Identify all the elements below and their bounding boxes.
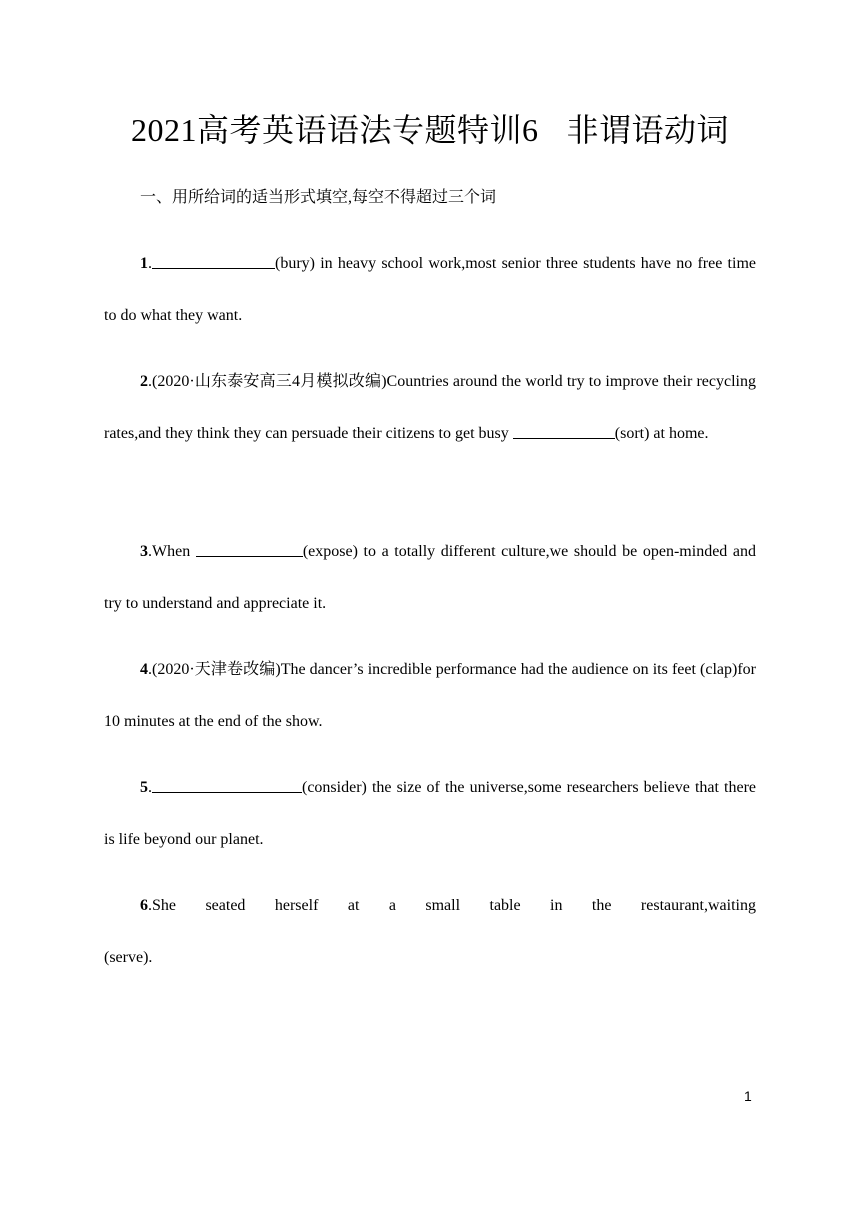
answer-blank[interactable]: [152, 252, 275, 269]
title-main: 2021高考英语语法专题特训6: [130, 112, 539, 148]
section-instruction: 一、用所给词的适当形式填空,每空不得超过三个词: [140, 189, 497, 206]
question-number: 5: [140, 779, 148, 796]
question-2: [104, 356, 756, 460]
question-number: 3: [140, 543, 148, 560]
question-4: [104, 644, 756, 748]
question-number: 6: [140, 897, 148, 914]
question-text: .(2020·天津卷改编)The dancer’s incredible performance had the audience on its feet (clap)for 10 minutes at the end of the show.: [104, 661, 756, 730]
page-number: 1: [744, 1088, 752, 1104]
question-text-before: .: [148, 779, 152, 796]
question-5: [104, 762, 756, 866]
question-text-after: (bury) in heavy school work,most senior three students have no free time to do what they want.: [104, 255, 756, 324]
answer-blank[interactable]: [152, 776, 302, 793]
question-6: [104, 880, 756, 984]
question-text-after: (sort) at home.: [614, 425, 709, 442]
question-number: 2: [140, 373, 148, 390]
title-topic: 非谓语动词: [566, 112, 730, 148]
question-text-before: .(2020·山东泰安高三4月模拟改编)Countries around the world try to improve their recycling rates,and they think they can persuade their citizens to get busy: [104, 373, 756, 442]
question-text-before: .: [148, 255, 152, 272]
page-title: [0, 108, 860, 152]
question-number: 1: [140, 255, 148, 272]
question-number: 4: [140, 661, 148, 678]
question-1: [104, 238, 756, 342]
question-text-after: (consider) the size of the universe,some researchers believe that there is life beyond our planet.: [104, 779, 756, 848]
question-text-before: .She seated herself at a small table in the restaurant,waiting: [148, 897, 756, 914]
question-3: [104, 526, 756, 630]
question-text-after: (serve).: [104, 949, 153, 966]
question-text-before: .When: [148, 543, 196, 560]
question-text-after: (expose) to a totally different culture,we should be open-minded and try to understand and appreciate it.: [104, 543, 757, 612]
answer-blank[interactable]: [513, 422, 615, 439]
answer-blank[interactable]: [196, 540, 303, 557]
